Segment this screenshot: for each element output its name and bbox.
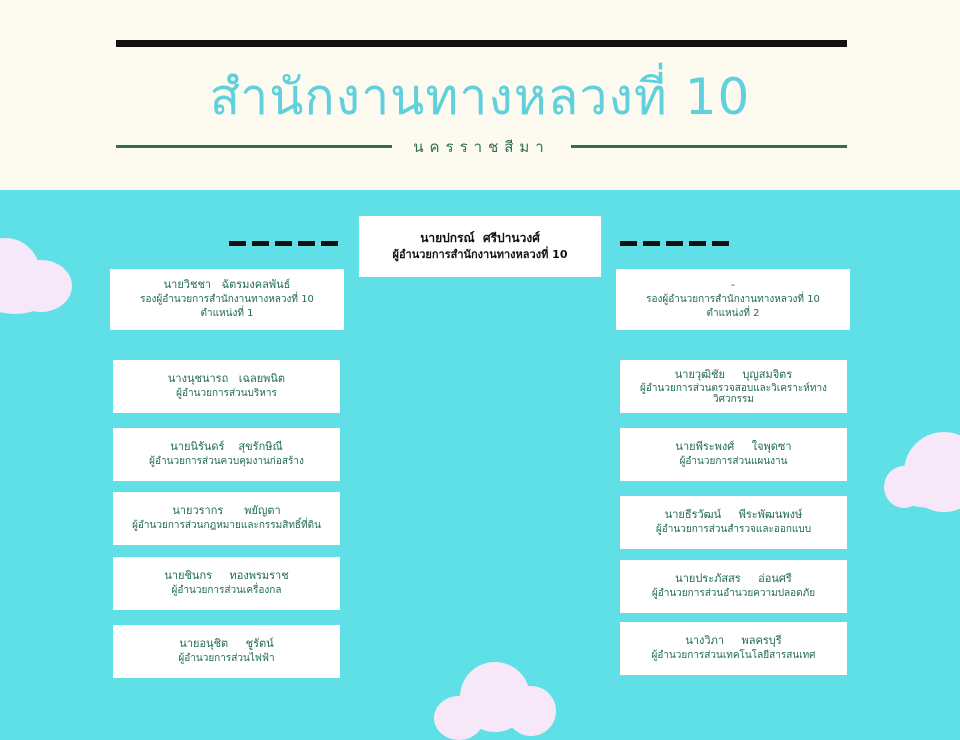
cloud-right bbox=[884, 428, 960, 518]
cloud-left bbox=[0, 228, 80, 318]
unit-card-left-5 bbox=[113, 625, 340, 678]
unit-name: นางวิภา พลครบุรี bbox=[685, 634, 782, 648]
deputy-name: นายวิชชา ฉัตรมงคลพันธ์ bbox=[163, 278, 291, 292]
chief-position: ผู้อำนวยการสำนักงานทางหลวงที่ 10 bbox=[392, 248, 568, 262]
unit-position: ผู้อำนวยการส่วนแผนงาน bbox=[679, 456, 788, 468]
header-top-bar bbox=[116, 40, 847, 47]
unit-name: นายประภัสสร อ่อนศรี bbox=[675, 572, 792, 586]
subtitle-rule-right bbox=[571, 145, 847, 148]
connector-left bbox=[229, 241, 344, 246]
chief-name: นายปกรณ์ ศรีปานวงศ์ bbox=[420, 230, 540, 245]
unit-name: นายนิรันดร์ สุขรักษิณี bbox=[170, 440, 283, 454]
unit-name: นายวรากร พยัญตา bbox=[172, 504, 281, 518]
unit-card-right-1 bbox=[620, 360, 847, 413]
deputy-position: รองผู้อำนวยการสำนักงานทางหลวงที่ 10 bbox=[140, 293, 314, 305]
unit-card-left-1 bbox=[113, 360, 340, 413]
connector-right bbox=[620, 241, 735, 246]
deputy-card-2 bbox=[616, 269, 850, 330]
unit-card-left-4 bbox=[113, 557, 340, 610]
unit-position: ผู้อำนวยการส่วนเทคโนโลยีสารสนเทศ bbox=[651, 650, 816, 662]
page-subtitle: นครราชสีมา bbox=[413, 138, 550, 156]
deputy-rank: ตำแหน่งที่ 1 bbox=[200, 308, 254, 320]
unit-card-left-3 bbox=[113, 492, 340, 545]
deputy-rank: ตำแหน่งที่ 2 bbox=[706, 308, 760, 320]
unit-card-right-5 bbox=[620, 622, 847, 675]
unit-card-left-2 bbox=[113, 428, 340, 481]
unit-position: ผู้อำนวยการส่วนไฟฟ้า bbox=[178, 653, 275, 665]
subtitle-rule-left bbox=[116, 145, 392, 148]
deputy-card-1 bbox=[110, 269, 344, 330]
deputy-position: รองผู้อำนวยการสำนักงานทางหลวงที่ 10 bbox=[646, 293, 820, 305]
unit-position: ผู้อำนวยการส่วนควบคุมงานก่อสร้าง bbox=[149, 456, 304, 468]
unit-name: นายอนุชิต ชูรัตน์ bbox=[179, 637, 274, 651]
unit-name: นายพีระพงศ์ ใจพุดซา bbox=[675, 440, 792, 454]
unit-name: นายชินกร ทองพรมราช bbox=[164, 569, 289, 583]
unit-card-right-3 bbox=[620, 496, 847, 549]
unit-name: นางนุชนารถ เฉลยพนิต bbox=[167, 372, 286, 386]
unit-position: ผู้อำนวยการส่วนบริหาร bbox=[176, 388, 277, 400]
unit-position: ผู้อำนวยการส่วนกฎหมายและกรรมสิทธิ์ที่ดิน bbox=[132, 520, 321, 532]
unit-position: ผู้อำนวยการส่วนสำรวจและออกแบบ bbox=[655, 524, 812, 536]
chief-card bbox=[359, 216, 601, 277]
unit-name: นายธีรวัฒน์ พีระพัฒนพงษ์ bbox=[664, 508, 803, 522]
deputy-name: - bbox=[731, 278, 735, 292]
unit-position: ผู้อำนวยการส่วนอำนวยความปลอดภัย bbox=[651, 588, 816, 600]
unit-card-right-4 bbox=[620, 560, 847, 613]
page-title: สำนักงานทางหลวงที่ 10 bbox=[209, 68, 751, 126]
unit-position: ผู้อำนวยการส่วนตรวจสอบและวิเคราะห์ทางวิศวกรรม bbox=[640, 382, 827, 406]
unit-name: นายวุฒิชัย บุญสมจิตร bbox=[674, 368, 793, 382]
unit-card-right-2 bbox=[620, 428, 847, 481]
unit-position: ผู้อำนวยการส่วนเครื่องกล bbox=[171, 585, 282, 597]
